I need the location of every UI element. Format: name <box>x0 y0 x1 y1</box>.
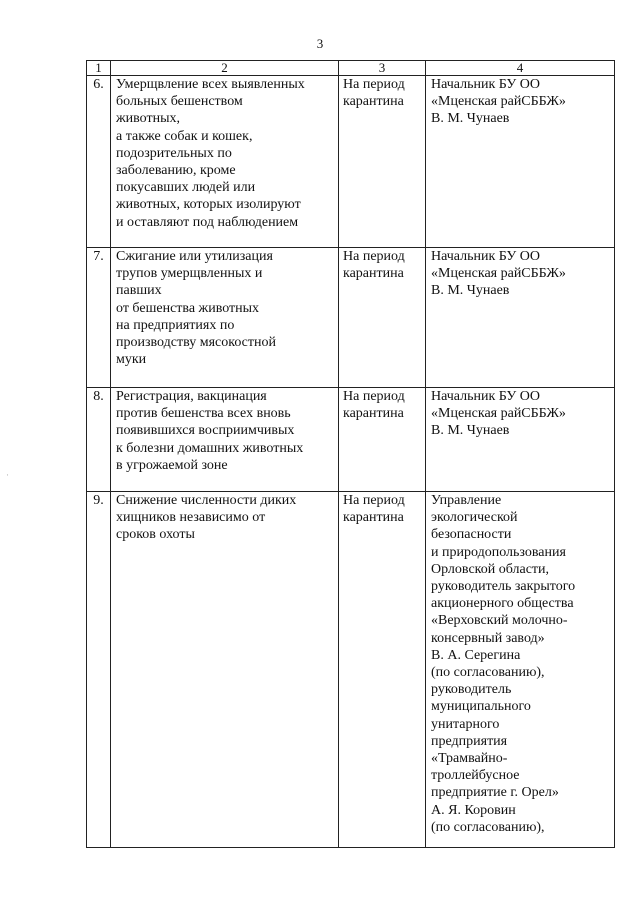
row-number: 8. <box>87 388 111 492</box>
row-number: 9. <box>87 492 111 848</box>
table-header-row <box>87 61 615 76</box>
responsible-cell: Управление экологической безопасности и природопользования Орловской области, руководитель закрытого акционерного общества «Верховский молочно- консервный завод» В. А. Серегина (по согласованию), руководитель муниципального унитарного предприятия «Трамвайно- троллейбусное предприятие г. Орел» А. Я. Коровин (по согласованию), <box>426 492 615 848</box>
responsible-cell: Начальник БУ ОО «Мценская райСББЖ» В. М. Чунаев <box>426 248 615 388</box>
table-row <box>87 492 615 848</box>
period-cell: На период карантина <box>339 76 426 248</box>
row-number: 7. <box>87 248 111 388</box>
period-cell: На период карантина <box>339 248 426 388</box>
row-number: 6. <box>87 76 111 248</box>
header-col-3: 3 <box>339 61 426 76</box>
period-cell: На период карантина <box>339 388 426 492</box>
period-cell: На период карантина <box>339 492 426 848</box>
measure-cell: Снижение численности диких хищников независимо от сроков охоты <box>111 492 339 848</box>
header-col-4: 4 <box>426 61 615 76</box>
margin-mark: · <box>6 470 9 480</box>
table-row <box>87 248 615 388</box>
header-col-1: 1 <box>87 61 111 76</box>
responsible-cell: Начальник БУ ОО «Мценская райСББЖ» В. М. Чунаев <box>426 76 615 248</box>
measures-table <box>86 60 615 848</box>
measure-cell: Сжигание или утилизация трупов умерщвленных и павших от бешенства животных на предприятиях по производству мясокостной муки <box>111 248 339 388</box>
table-row <box>87 76 615 248</box>
page-number: 3 <box>316 36 324 51</box>
measure-cell: Умерщвление всех выявленных больных бешенством животных, а также собак и кошек, подозрительных по заболеванию, кроме покусавших людей или животных, которых изолируют и оставляют под наблюдением <box>111 76 339 248</box>
header-col-2: 2 <box>111 61 339 76</box>
table-row <box>87 388 615 492</box>
responsible-cell: Начальник БУ ОО «Мценская райСББЖ» В. М. Чунаев <box>426 388 615 492</box>
measure-cell: Регистрация, вакцинация против бешенства всех вновь появившихся восприимчивых к болезни домашних животных в угрожаемой зоне <box>111 388 339 492</box>
